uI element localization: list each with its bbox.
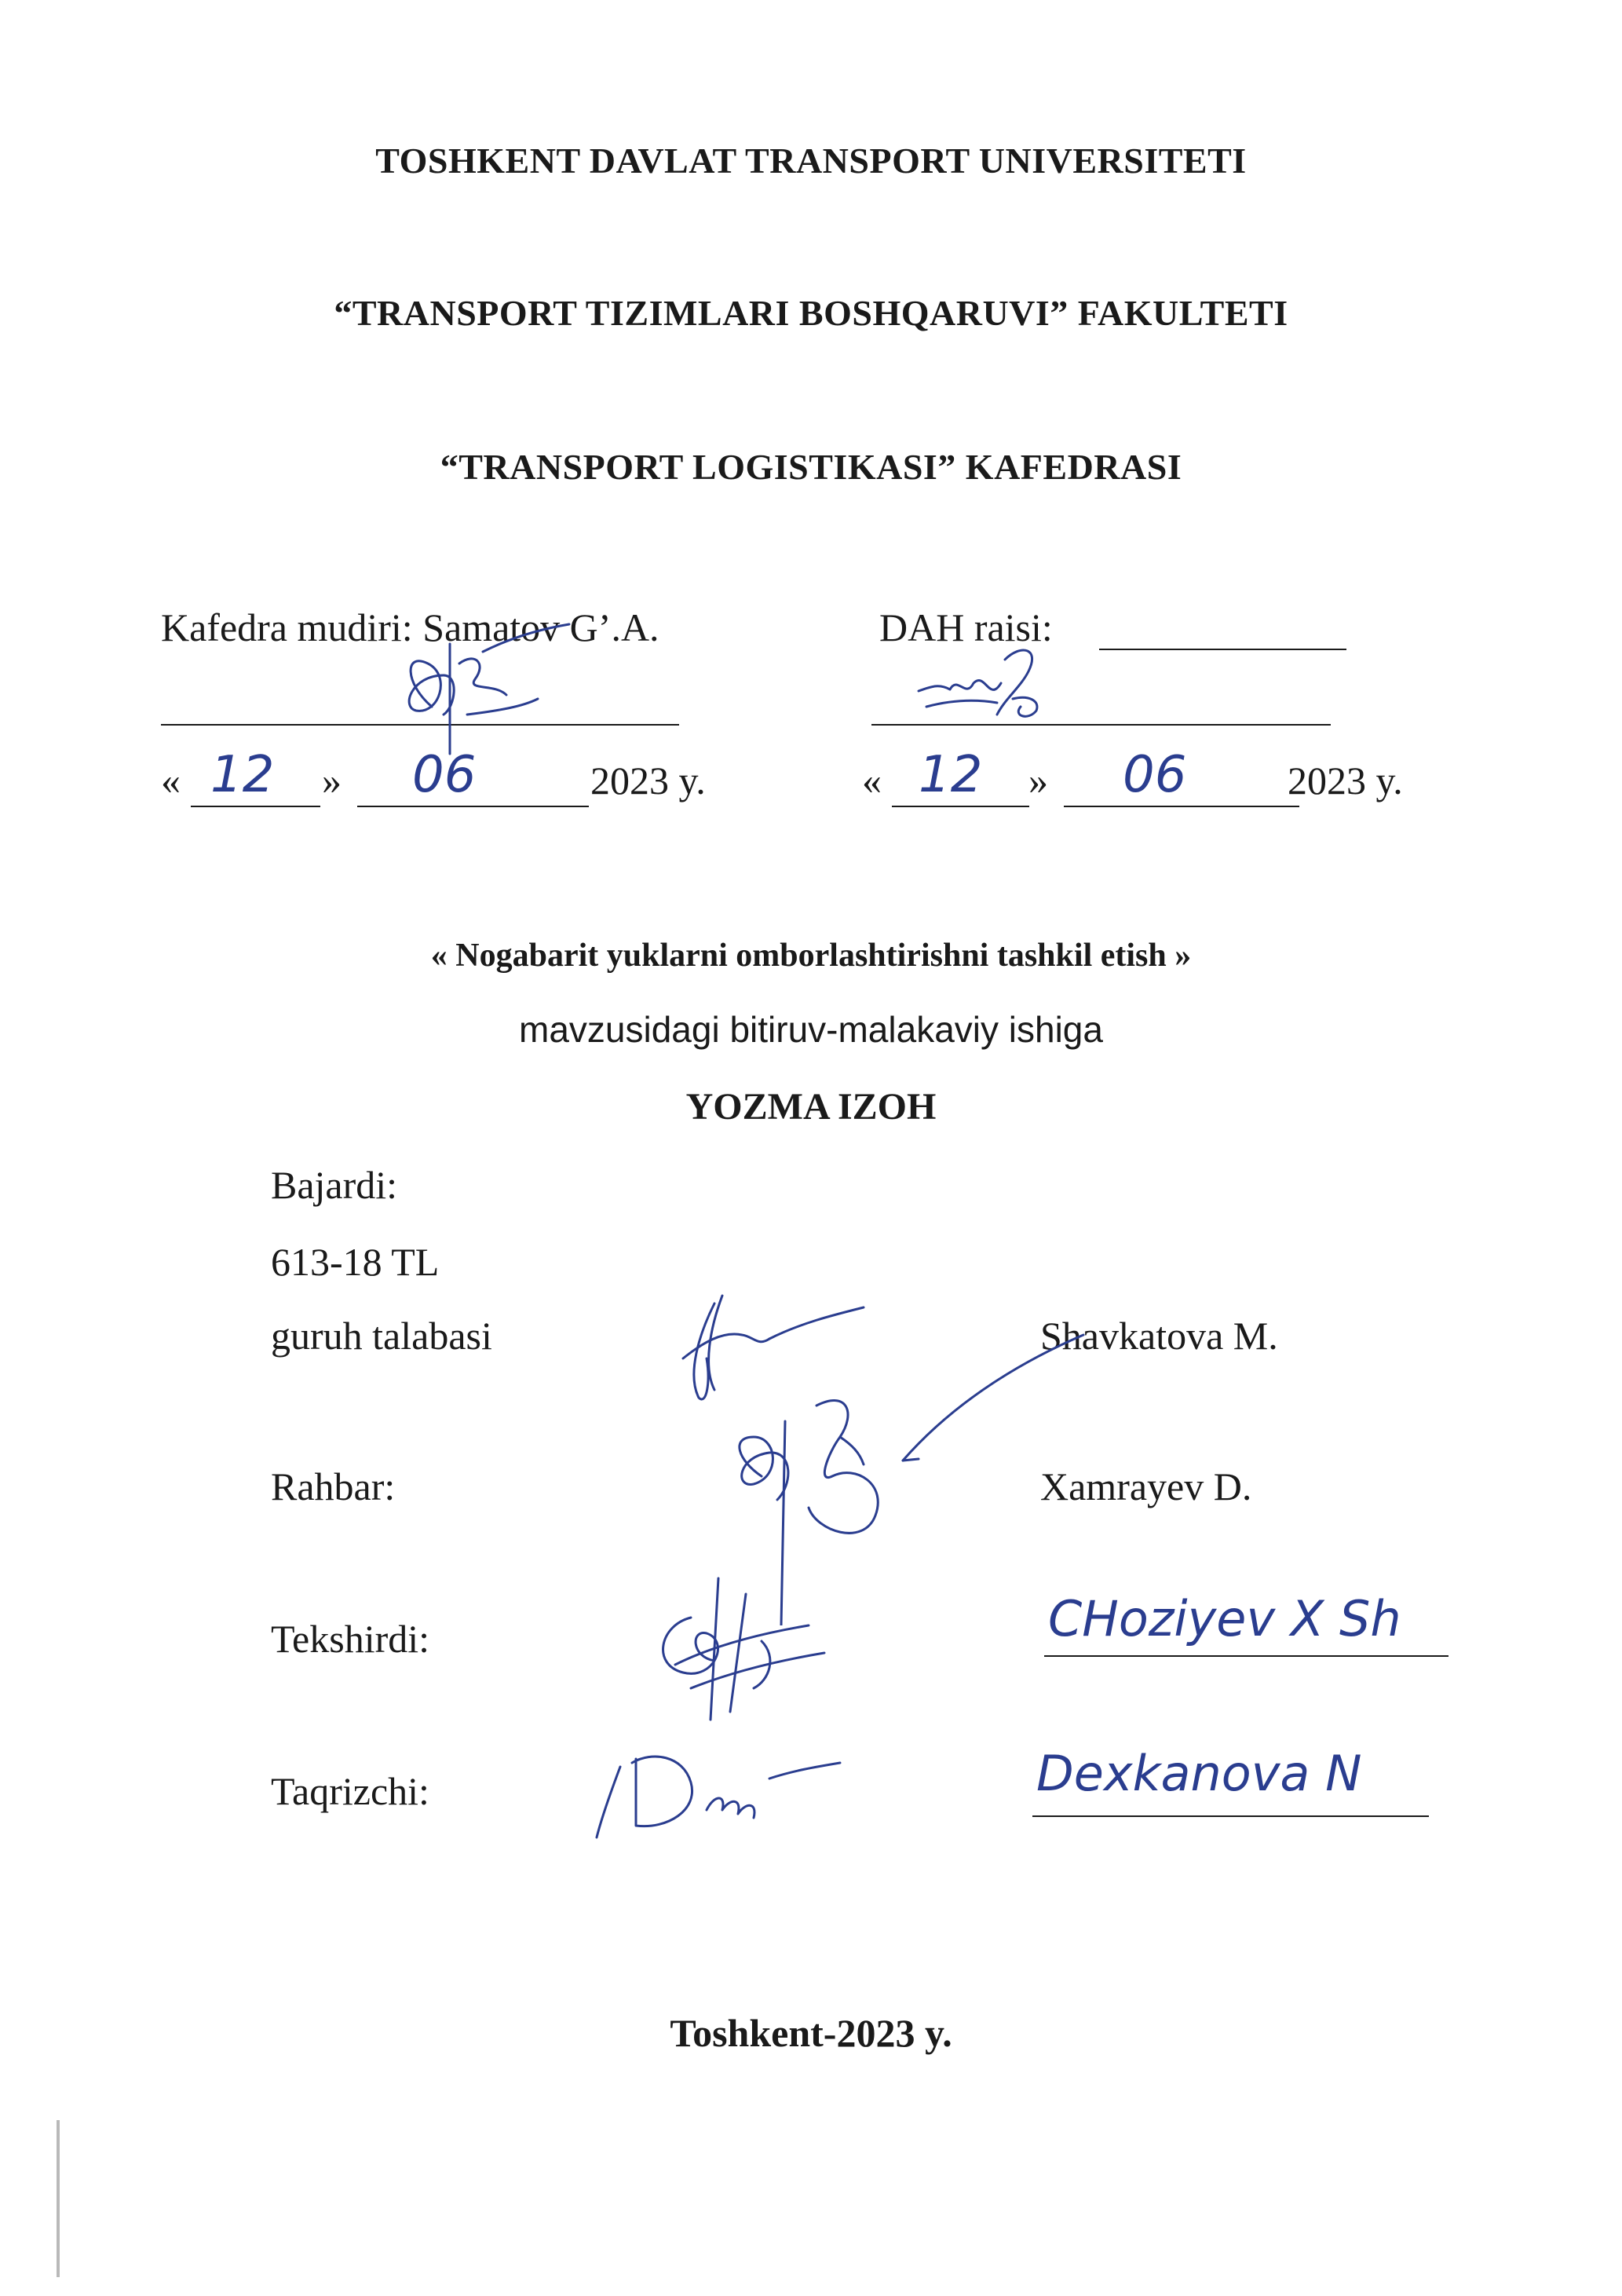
right-month-line <box>1064 806 1299 807</box>
checker-name: CHoziyev X Sh <box>1048 1590 1401 1647</box>
department-head-signature-line <box>161 724 679 726</box>
left-month-line <box>357 806 589 807</box>
performer-name: Shavkatova M. <box>1040 1314 1278 1358</box>
dah-chair-name-line <box>1099 649 1346 650</box>
checker-name-line <box>1044 1655 1448 1657</box>
right-month: 06 <box>1123 746 1187 804</box>
checker-label: Tekshirdi: <box>271 1617 430 1661</box>
dah-chair-signature-line <box>871 724 1331 726</box>
left-year: 2023 y. <box>590 759 706 803</box>
checker-signature <box>644 1570 848 1727</box>
left-day: 12 <box>210 746 275 804</box>
right-day-line <box>892 806 1029 807</box>
left-day-line <box>191 806 320 807</box>
university-title: TOSHKENT DAVLAT TRANSPORT UNIVERSITETI <box>375 141 1247 181</box>
supervisor-name: Xamrayev D. <box>1040 1464 1252 1508</box>
thesis-subtitle: mavzusidagi bitiruv-malakaviy ishiga <box>519 1009 1103 1050</box>
performer-label: Bajardi: <box>271 1163 398 1207</box>
right-date-open: « <box>862 759 882 803</box>
supervisor-label: Rahbar: <box>271 1464 396 1508</box>
reviewer-label: Taqrizchi: <box>271 1769 429 1813</box>
left-date-mid: » <box>322 759 342 803</box>
faculty-title: “TRANSPORT TIZIMLARI BOSHQARUVI” FAKULTETI <box>334 293 1288 333</box>
department-head-label: Kafedra mudiri: Samatov G’.A. <box>161 605 659 649</box>
reviewer-name-line <box>1032 1815 1429 1817</box>
thesis-topic: « Nogabarit yuklarni omborlashtirishni tashkil etish » <box>430 938 1192 974</box>
right-year: 2023 y. <box>1288 759 1403 803</box>
reviewer-signature <box>589 1735 848 1845</box>
performer-role: guruh talabasi <box>271 1314 492 1358</box>
right-date-mid: » <box>1028 759 1048 803</box>
reviewer-name: Dexkanova N <box>1036 1745 1362 1802</box>
left-month: 06 <box>412 746 477 804</box>
performer-signature <box>667 1288 871 1406</box>
right-day: 12 <box>919 746 983 804</box>
scan-edge-mark <box>57 2120 60 2277</box>
performer-group: 613-18 TL <box>271 1240 440 1284</box>
department-title: “TRANSPORT LOGISTIKASI” KAFEDRASI <box>440 447 1182 487</box>
document-type: YOZMA IZOH <box>685 1086 937 1128</box>
left-date-open: « <box>161 759 181 803</box>
supervisor-signature <box>707 1390 911 1625</box>
dah-chair-label: DAH raisi: <box>879 605 1053 649</box>
footer-city-year: Toshkent-2023 y. <box>670 2011 952 2055</box>
